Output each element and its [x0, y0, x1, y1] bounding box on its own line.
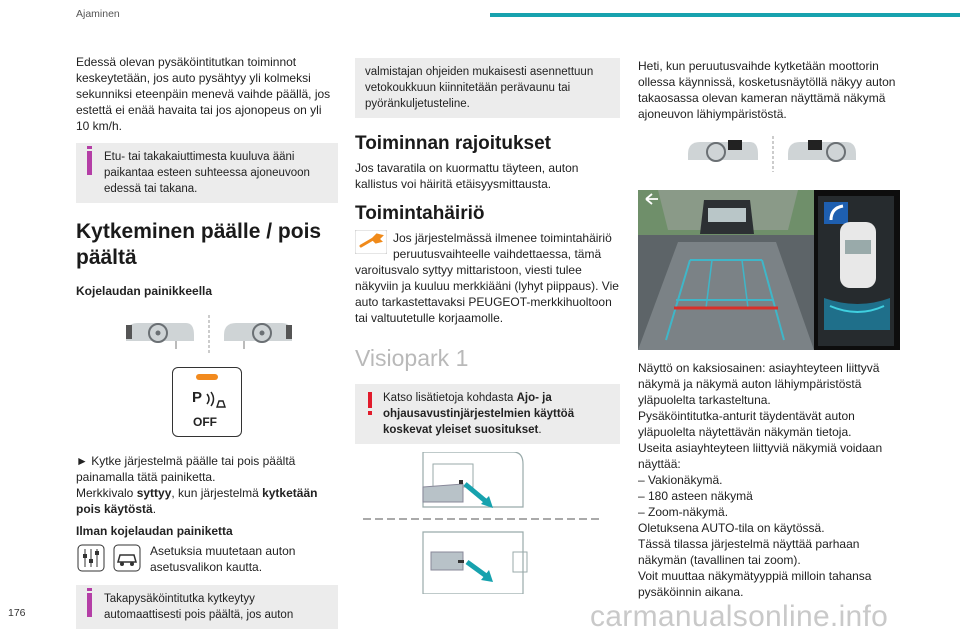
wrench-icon	[355, 230, 387, 254]
column-3	[638, 58, 902, 600]
list-item: – Zoom-näkymä.	[638, 505, 729, 519]
list-item: – Vakionäkymä.	[638, 473, 723, 487]
desc-line: Oletuksena AUTO-tila on käytössä.	[638, 521, 825, 535]
page-number: 176	[8, 607, 26, 619]
info-note-2: Takapysäköintitutka kytkeytyy automaattisesti pois päältä, jos auton	[76, 585, 338, 629]
desc-line: Useita asiayhteyteen liittyviä näkymiä voidaan näyttää:	[638, 441, 883, 471]
camera-screen	[638, 190, 900, 350]
header-accent-bar	[490, 13, 960, 17]
settings-sliders-icon	[76, 543, 106, 573]
warning-note: Katso lisätietoja kohdasta Ajo- ja ohjausavustinjärjestelmien käyttöä koskevat yleiset suositukset.	[355, 384, 620, 444]
settings-text: Asetuksia muutetaan auton asetusvalikon kautta.	[150, 544, 296, 574]
camera-location-diagram	[363, 452, 620, 594]
camera-intro: Heti, kun peruutusvaihde kytketään moottorin ollessa käynnissä, kosketusnäytöllä näkyy auton takaosassa olevan kameran näyttämä näkymä ajoneuvon lähiympäristöstä.	[638, 59, 896, 121]
desc-line: Voit muuttaa näkymätyyppiä milloin tahansa pysäköinnin aikana.	[638, 569, 872, 599]
warning-icon	[368, 392, 372, 408]
step-text: ► Kytke järjestelmä päälle tai pois päältä painamalla tätä painiketta.	[76, 454, 296, 484]
fault-block	[355, 230, 620, 326]
heading-fault: Toimintahäiriö	[355, 203, 485, 224]
heading-visiopark: Visiopark 1	[355, 345, 469, 371]
steering-wheel-icon	[688, 136, 858, 172]
section-header: Ajaminen	[76, 8, 120, 20]
desc-line: Pysäköintitutka-anturit täydentävät auton yläpuolelta näytettävän näkymän tietoja.	[638, 409, 855, 439]
fault-text: Jos järjestelmässä ilmenee toimintahäiriö peruutusvaihteelle vaihdettaessa, tämä varoitusvalo syttyy mittaristoon, viesti tulee näkyviin ja kuuluu merkkiääni (lyhyt piippaus). Vie auto tarkastettavaksi PEUGEOT-merkkihuoltoon tai valtuutetulle korjaamolle.	[355, 231, 619, 325]
desc-line: Näyttö on kaksiosainen: asiayhteyteen liittyvä näkymä ja näkymä auton lähiympäristöstä yläpuolelta tarkasteltuna.	[638, 361, 880, 407]
section-heading: Kytkeminen päälle / pois päältä	[76, 220, 322, 269]
desc-line: Tässä tilassa järjestelmä näyttää parhaan näkymän (tavallinen tai zoom).	[638, 537, 860, 567]
parking-sensor-off-icon: P	[192, 389, 203, 406]
subheading: Kojelaudan painikkeella	[76, 284, 213, 298]
car-icon	[112, 543, 142, 573]
steering-wheel-icon	[124, 315, 294, 355]
watermark: carmanualsonline.info	[590, 600, 889, 633]
info-note: Etu- tai takakaiuttimesta kuuluva ääni paikantaa esteen suhteessa ajoneuvoon edessä tai takana.	[76, 143, 338, 203]
info-icon	[87, 593, 92, 617]
dashboard-diagram	[124, 315, 338, 355]
subheading-2: Ilman kojelaudan painiketta	[76, 524, 233, 538]
indicator-text: Merkkivalo syttyy, kun järjestelmä kytketään pois käytöstä.	[76, 486, 318, 516]
heading-limits: Toiminnan rajoitukset	[355, 133, 552, 154]
limits-text: Jos tavaratila on kuormattu täyteen, auton kallistus voi häiritä etäisyysmittausta.	[355, 161, 579, 191]
column-2	[355, 58, 620, 594]
list-item: – 180 asteen näkymä	[638, 489, 753, 503]
indicator-led	[196, 374, 218, 380]
info-note-continued: valmistajan ohjeiden mukaisesti asennettuun vetokoukkuun kiinnitetään perävaunu tai pyöränkuljetusteline.	[355, 58, 620, 118]
info-icon	[87, 151, 92, 175]
column-1	[76, 54, 338, 629]
settings-row	[76, 543, 338, 575]
parking-sensor-button[interactable]: P OFF	[172, 367, 242, 437]
dashboard-diagram-2	[688, 136, 902, 172]
intro-paragraph: Edessä olevan pysäköintitutkan toiminnot keskeytetään, jos auto pysähtyy yli kolmeksi sekunniksi eteenpäin menevä vaihde päällä, jos estettä ei enää havaita tai jos ajonopeus on yli 10 km/h.	[76, 55, 331, 133]
screen-description	[638, 360, 902, 600]
